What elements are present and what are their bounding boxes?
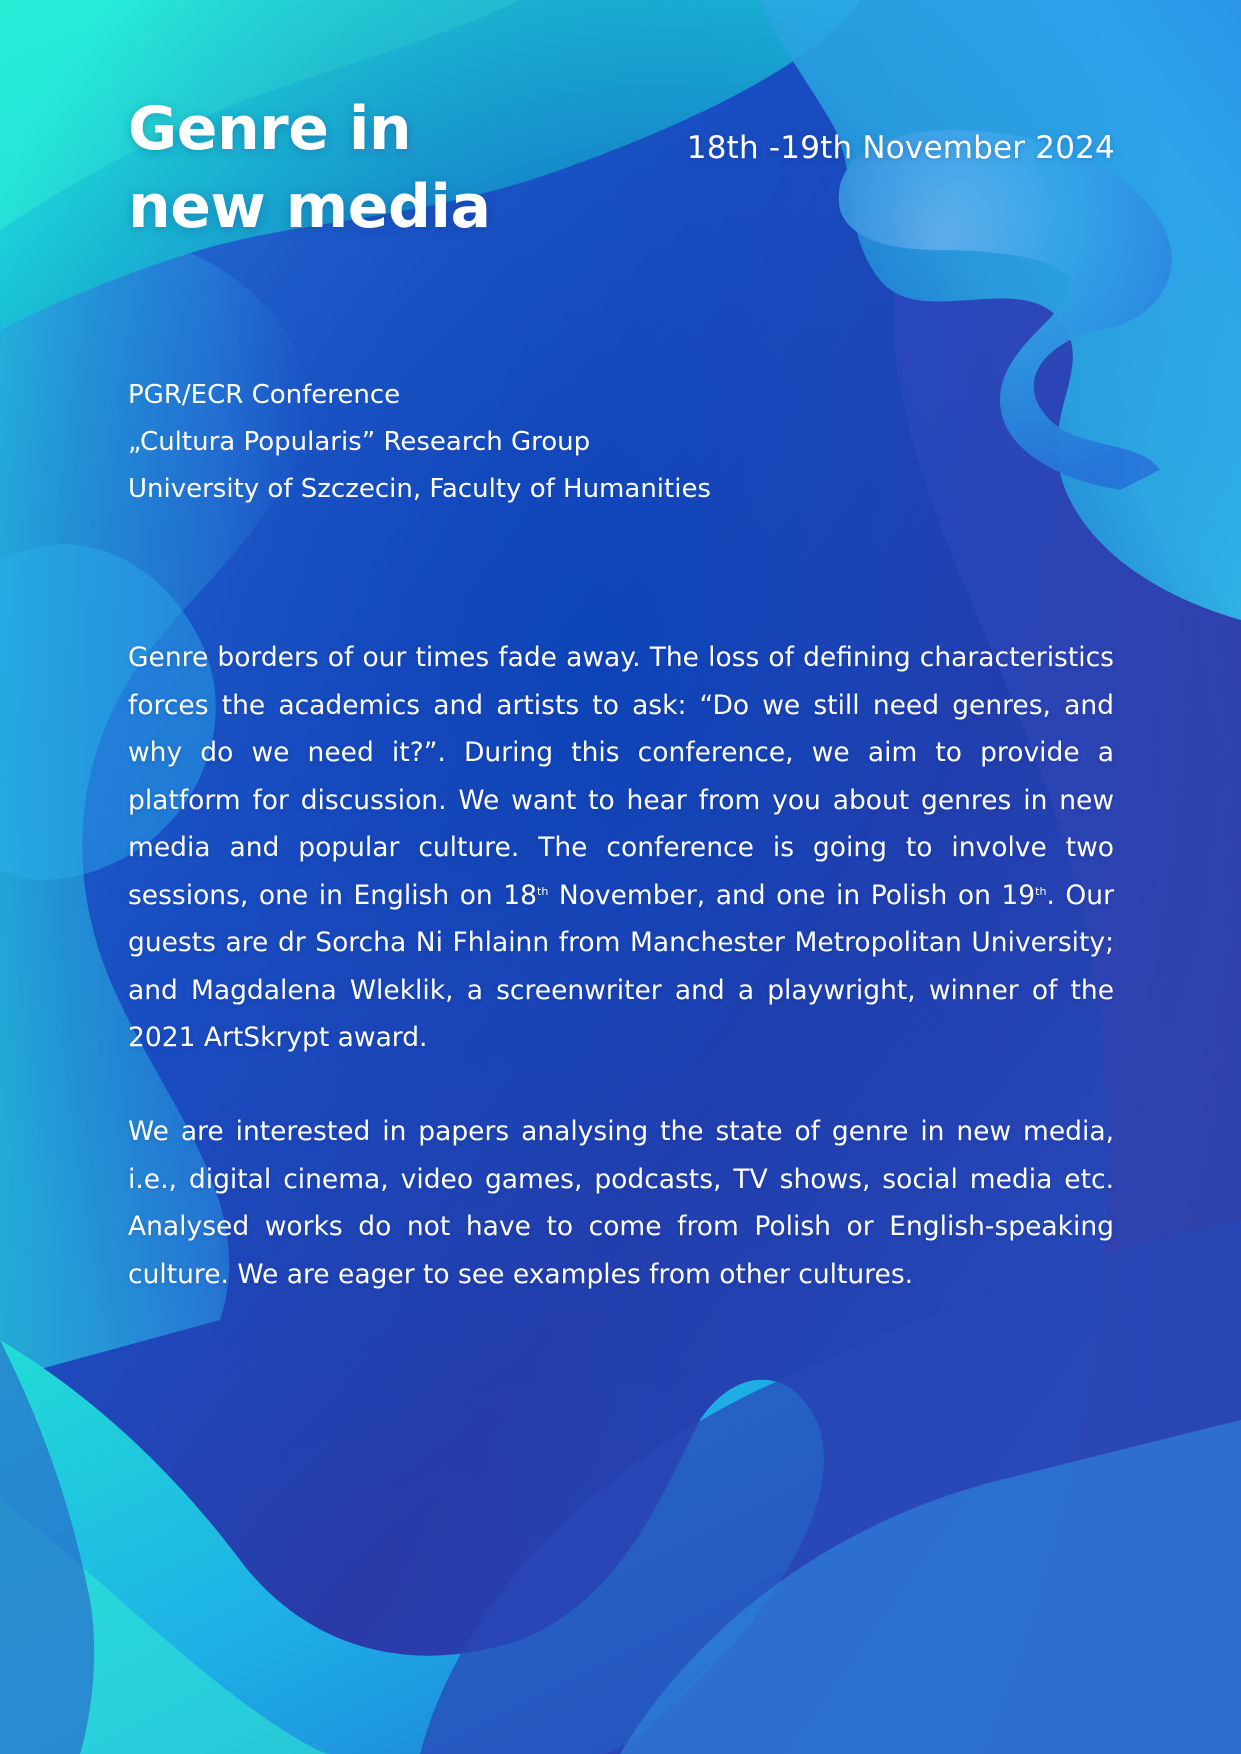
- title-line-1: Genre in: [128, 94, 412, 164]
- conference-title: [128, 90, 490, 246]
- conference-date: 18th -19th November 2024: [686, 130, 1115, 166]
- organizer-line-conference: PGR/ECR Conference: [128, 380, 401, 410]
- organizer-line-university: University of Szczecin, Faculty of Humanities: [128, 474, 711, 504]
- paragraph-1-part-3: . Our guests are dr Sorcha Ni Fhlainn from Manchester Metropolitan University; and Magdalena Wleklik, a screenwriter and a playwright, winner of the 2021 ArtSkrypt award.: [128, 879, 1114, 1053]
- ordinal-suffix-19th: th: [1035, 884, 1047, 898]
- organizers-block: [128, 372, 711, 513]
- ordinal-suffix-18th: th: [537, 884, 549, 898]
- paragraph-1-part-1: Genre borders of our times fade away. The loss of defining characteristics forces the academics and artists to ask: “Do we still need genres, and why do we need it?”. During this conference, we aim to provide a platform for discussion. We want to hear from you about genres in new media and popular culture. The conference is going to involve two sessions, one in English on 18: [128, 642, 1114, 911]
- paragraph-1-part-2: November, and one in Polish on 19: [548, 879, 1036, 911]
- description-paragraph: [128, 634, 1114, 1062]
- call-for-papers-paragraph: [128, 1108, 1114, 1298]
- title-line-2: new media: [128, 172, 491, 242]
- paragraph-2-text: We are interested in papers analysing the state of genre in new media, i.e., digital cinema, video games, podcasts, TV shows, social media etc. Analysed works do not have to come from Polish or English-speaking culture. We are eager to see examples from other cultures.: [128, 1116, 1114, 1290]
- organizer-line-research-group: „Cultura Popularis” Research Group: [128, 427, 591, 457]
